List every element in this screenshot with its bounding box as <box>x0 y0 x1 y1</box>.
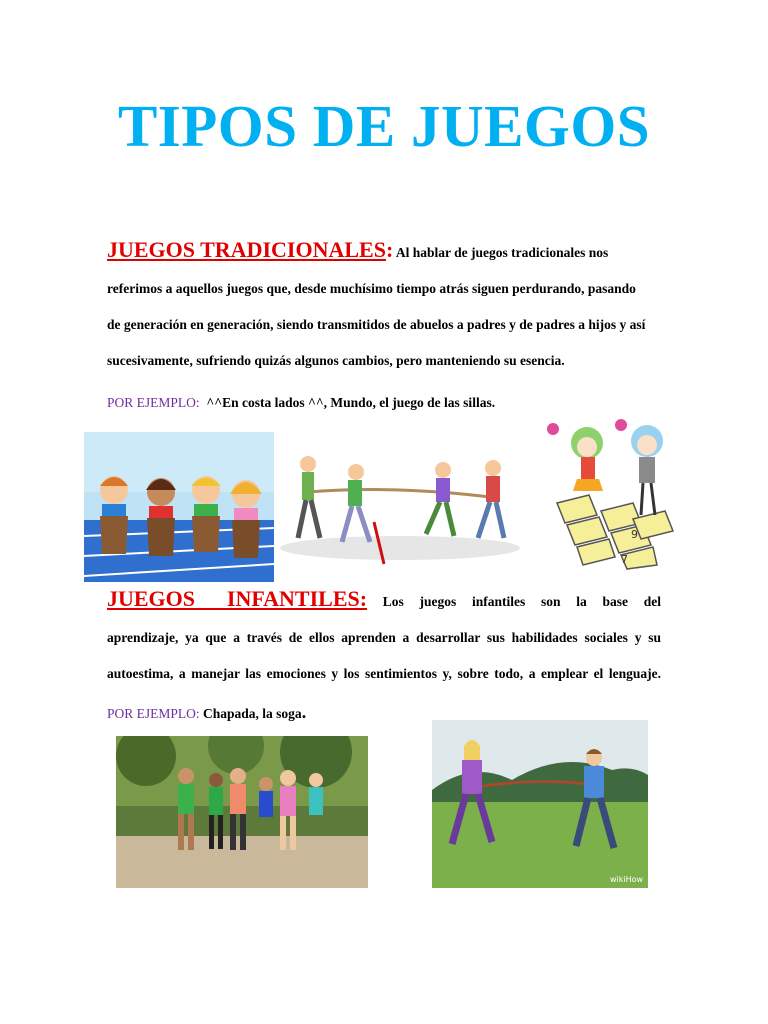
traditional-line: sucesivamente, sufriendo quizás algunos cambios, pero manteniendo su esencia. <box>107 353 565 368</box>
traditional-heading-colon: : <box>385 237 394 262</box>
infantile-line: aprendizaje, ya que a través de ellos aprenden a desarrollar sus habilidades sociales y su <box>107 630 661 645</box>
traditional-section <box>107 232 661 421</box>
traditional-line: referimos a aquellos juegos que, desde muchísimo tiempo atrás siguen perdurando, pasando <box>107 281 636 296</box>
example-period: . <box>301 702 307 722</box>
infantile-section <box>107 581 661 732</box>
infantile-first-line <box>107 581 661 620</box>
rope-pull-illustration <box>432 720 648 888</box>
example-text: ^^En costa lados ^^, Mundo, el juego de las sillas. <box>199 395 496 410</box>
example-label: POR EJEMPLO: <box>107 395 200 410</box>
traditional-intro: Al hablar de juegos tradicionales nos <box>393 245 609 260</box>
tug-of-war-image <box>278 450 523 565</box>
wikihow-watermark: wikiHow <box>610 875 644 884</box>
example-label: POR EJEMPLO: <box>107 706 200 721</box>
sack-race-image <box>84 432 274 582</box>
page-title: TIPOS DE JUEGOS <box>117 93 651 159</box>
infantile-line: autoestima, a manejar las emociones y los sentimientos y, sobre todo, a emplear el lenguaje. <box>107 666 661 681</box>
example-text: Chapada, la soga <box>199 706 302 721</box>
traditional-line: de generación en generación, siendo transmitidos de abuelos a padres y de padres a hijos y así <box>107 317 646 332</box>
traditional-heading: JUEGOS TRADICIONALES <box>107 237 386 262</box>
hopscotch-image <box>537 415 685 570</box>
traditional-first-line <box>107 232 661 271</box>
infantile-intro: Los juegos infantiles son la base del <box>367 594 661 609</box>
hopscotch-number: 7 <box>621 553 628 566</box>
infantile-heading: JUEGOS INFANTILES: <box>107 586 368 611</box>
children-running-photo <box>116 736 368 888</box>
hopscotch-number: 9 <box>631 528 638 541</box>
